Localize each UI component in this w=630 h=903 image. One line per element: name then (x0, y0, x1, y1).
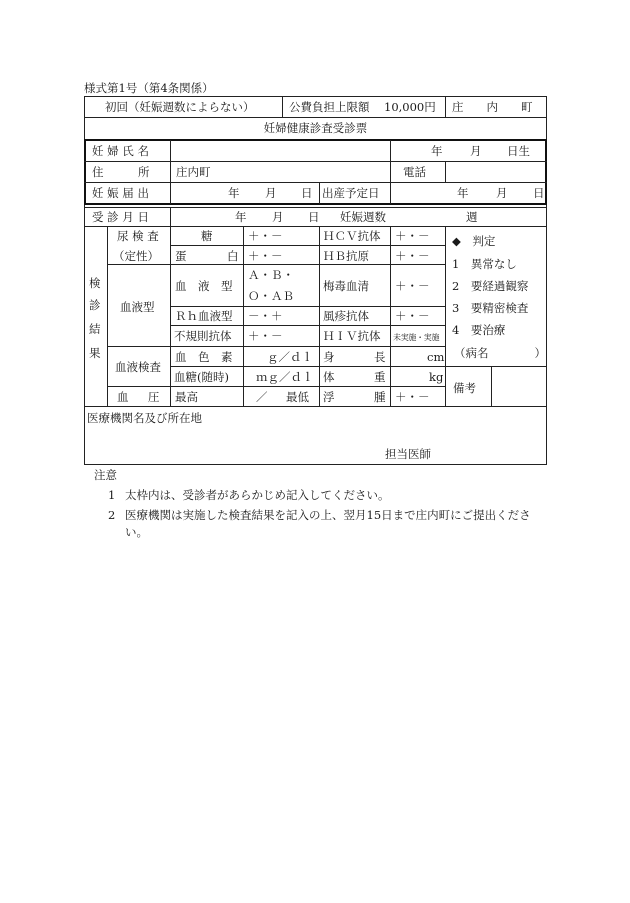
blood-glucose-label: 血糖(随時) (174, 370, 229, 384)
protein-label-1: 蛋 (175, 249, 187, 263)
bp-min-label: 最低 (286, 390, 309, 404)
address-value[interactable]: 庄内町 (176, 165, 211, 179)
pregnancy-day-label: 日 (301, 186, 313, 200)
bp-label-2: 圧 (148, 390, 160, 404)
bp-slash: ／ (256, 390, 268, 404)
visit-date-label: 受 診 月 日 (92, 210, 149, 224)
results-side-char-1: 検 (89, 276, 101, 290)
edema-label-1: 浮 (323, 390, 335, 404)
town-name: 庄 内 町 (452, 100, 533, 114)
height-label-2: 長 (374, 350, 386, 364)
height-label-1: 身 (323, 350, 335, 364)
irregular-antibody-label: 不規則抗体 (174, 329, 232, 343)
protein-value[interactable]: ＋・－ (248, 249, 283, 263)
abo-label: 血 液 型 (175, 279, 233, 293)
abo-value-2[interactable]: Ｏ・ＡＢ (248, 289, 294, 303)
disease-name-label: （病名 ） (454, 346, 546, 360)
hcv-value[interactable]: ＋・－ (395, 229, 430, 243)
limit-label: 公費負担上限額 (289, 100, 370, 114)
weight-label-2: 重 (374, 370, 386, 384)
protein-label-2: 白 (227, 249, 239, 263)
institution-label: 医療機関名及び所在地 (87, 411, 202, 425)
note-2-text-line-2: い。 (125, 525, 148, 539)
due-day-label: 日 (533, 186, 545, 200)
bp-label-1: 血 (117, 390, 129, 404)
birth-day-label: 日生 (507, 144, 530, 158)
birth-year-label: 年 (431, 144, 443, 158)
gestational-weeks-label: 妊娠週数 (340, 210, 386, 224)
note-1-number: 1 (108, 488, 116, 502)
patient-name-field[interactable] (172, 142, 388, 160)
notes-title: 注意 (94, 468, 117, 482)
patient-name-label: 妊 婦 氏 名 (92, 144, 149, 158)
height-unit: cm (427, 350, 445, 364)
limit-amount: 10,000円 (384, 100, 436, 114)
rh-label: Ｒｈ血液型 (175, 309, 233, 323)
judgment-item-4[interactable]: 4 要治療 (452, 323, 506, 337)
note-2-number: 2 (108, 508, 116, 522)
weight-unit: kg (429, 370, 444, 384)
hiv-label: ＨＩＶ抗体 (323, 329, 381, 343)
form-number: 様式第1号（第4条関係） (84, 81, 214, 95)
blood-test-group-label: 血液検査 (115, 360, 161, 374)
blood-glucose-unit: ｍｇ／ｄｌ (256, 370, 314, 384)
phone-field[interactable] (447, 163, 544, 181)
syphilis-label: 梅毒血清 (323, 279, 369, 293)
judgment-item-2[interactable]: 2 要経過観察 (452, 279, 529, 293)
judgment-title: ◆ 判定 (452, 234, 496, 248)
hemoglobin-label: 血 色 素 (175, 350, 233, 364)
sugar-label: 糖 (201, 229, 213, 243)
rh-value[interactable]: －・＋ (248, 309, 283, 323)
hb-value[interactable]: ＋・－ (395, 249, 430, 263)
note-1-text: 太枠内は、受診者があらかじめ記入してください。 (125, 488, 390, 502)
pregnancy-year-label: 年 (228, 186, 240, 200)
gestational-weeks-unit: 週 (466, 210, 478, 224)
results-side-char-3: 結 (89, 322, 101, 336)
rubella-value[interactable]: ＋・－ (395, 309, 430, 323)
due-year-label: 年 (457, 186, 469, 200)
pregnancy-month-label: 月 (265, 186, 277, 200)
urine-test-label: 尿 検 査 (117, 229, 159, 243)
hiv-value[interactable]: 未実施・実施 (393, 333, 440, 342)
abo-value-1[interactable]: Ａ・Ｂ・ (248, 268, 294, 282)
weight-label-1: 体 (323, 370, 335, 384)
blood-type-group-label: 血液型 (120, 300, 155, 314)
irregular-antibody-value[interactable]: ＋・－ (248, 329, 283, 343)
results-side-char-2: 診 (89, 298, 101, 312)
remarks-field[interactable] (493, 368, 545, 405)
due-month-label: 月 (496, 186, 508, 200)
edema-label-2: 腫 (374, 390, 386, 404)
birth-month-label: 月 (470, 144, 482, 158)
due-date-label: 出産予定日 (322, 186, 380, 200)
doctor-label: 担当医師 (385, 447, 431, 461)
bp-max-label: 最高 (175, 390, 198, 404)
address-label: 住 所 (92, 165, 150, 179)
judgment-item-1[interactable]: 1 異常なし (452, 257, 517, 271)
urine-qualitative-label: （定性） (113, 249, 159, 263)
pregnancy-notice-label: 妊 娠 届 出 (92, 186, 149, 200)
form-title: 妊婦健康診査受診票 (263, 121, 368, 135)
sugar-value[interactable]: ＋・－ (248, 229, 283, 243)
hemoglobin-unit: ｇ／ｄｌ (267, 350, 313, 364)
syphilis-value[interactable]: ＋・－ (395, 279, 430, 293)
rubella-label: 風疹抗体 (323, 309, 369, 323)
visit-day-label: 日 (308, 210, 320, 224)
hcv-label: ＨＣＶ抗体 (323, 229, 381, 243)
edema-value[interactable]: ＋・－ (395, 390, 430, 404)
phone-label: 電話 (403, 165, 426, 179)
visit-year-label: 年 (235, 210, 247, 224)
judgment-item-3[interactable]: 3 要精密検査 (452, 301, 529, 315)
hb-label: ＨＢ抗原 (323, 249, 369, 263)
visit-month-label: 月 (272, 210, 284, 224)
results-side-char-4: 果 (89, 346, 101, 360)
remarks-label: 備考 (453, 381, 476, 395)
note-2-text-line-1: 医療機関は実施した検査結果を記入の上、翌月15日まで庄内町にご提出くださ (125, 508, 531, 522)
first-visit-label: 初回（妊娠週数によらない） (105, 100, 255, 114)
